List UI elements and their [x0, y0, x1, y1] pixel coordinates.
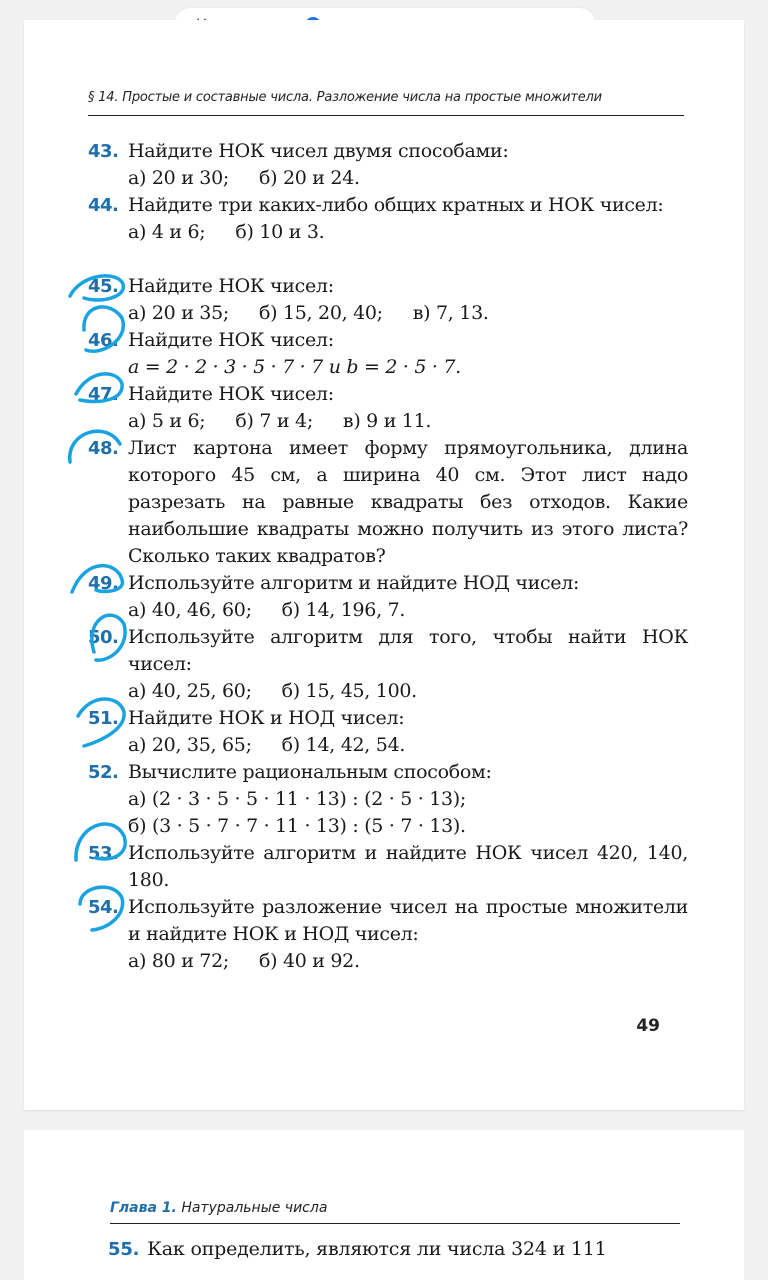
page-number: 49: [636, 1016, 660, 1036]
problem-55: [108, 1238, 607, 1260]
problem-text: Лист картона имеет форму прямоугольника, длина которого 45 см, а ширина 40 см. Этот лист надо разрезать на равные квадраты без отходов. Какие наибольшие квадраты можно получить из этого листа? Сколько таких квадратов?: [128, 437, 688, 567]
problem-54: [88, 894, 688, 975]
problem-number: 55.: [108, 1239, 140, 1260]
problem-part: б) 40 и 92.: [258, 950, 360, 972]
problem-number: 46.: [88, 330, 119, 351]
textbook-page-49: [24, 20, 744, 1110]
problem-part: а) 40, 46, 60;: [128, 599, 252, 621]
problem-part: а) (2 · 3 · 5 · 5 · 11 · 13) : (2 · 5 · 13);: [128, 788, 467, 810]
chapter-label: Глава 1.: [110, 1200, 177, 1216]
problem-48: [88, 435, 688, 570]
problem-53: [88, 840, 688, 894]
problem-number: 49.: [88, 573, 119, 594]
problem-part: в) 9 и 11.: [342, 410, 432, 432]
problem-number: 48.: [88, 438, 119, 459]
chapter-title: Натуральные числа: [181, 1200, 328, 1216]
problem-text: Найдите три каких-либо общих кратных и НОК чисел:: [128, 194, 664, 216]
problem-51: [88, 705, 688, 759]
problem-text: Используйте алгоритм и найдите НОД чисел:: [128, 572, 580, 594]
problem-part: б) 7 и 4;: [235, 410, 313, 432]
problem-47: [88, 381, 688, 435]
problem-number: 44.: [88, 195, 119, 216]
problem-part: б) 20 и 24.: [258, 167, 360, 189]
problem-52: [88, 759, 688, 840]
problem-part: а) 20, 35, 65;: [128, 734, 252, 756]
header-rule: [110, 1223, 680, 1224]
problem-49: [88, 570, 688, 624]
problem-text: Найдите НОК чисел:: [128, 275, 334, 297]
problem-part: б) (3 · 5 · 7 · 7 · 11 · 13) : (5 · 7 · 13).: [128, 815, 466, 837]
problem-part: а) 4 и 6;: [128, 221, 206, 243]
problem-text: Используйте алгоритм и найдите НОК чисел 420, 140, 180.: [128, 842, 688, 891]
problem-46: [88, 327, 688, 381]
problem-text: Вычислите рациональным способом:: [128, 761, 492, 783]
problem-number: 47.: [88, 384, 119, 405]
problem-43: [88, 138, 688, 192]
problem-number: 43.: [88, 141, 119, 162]
chapter-header: [110, 1200, 327, 1216]
problem-part: а) 40, 25, 60;: [128, 680, 252, 702]
problem-part: б) 14, 196, 7.: [281, 599, 406, 621]
problem-part: б) 15, 20, 40;: [258, 302, 383, 324]
problem-part: а) 20 и 35;: [128, 302, 229, 324]
header-rule: [88, 115, 684, 116]
problem-number: 52.: [88, 762, 119, 783]
problem-50: [88, 624, 688, 705]
problem-number: 51.: [88, 708, 119, 729]
problem-part: б) 15, 45, 100.: [281, 680, 417, 702]
problem-text: Используйте разложение чисел на простые множители и найдите НОК и НОД чисел:: [128, 896, 688, 945]
problem-45: [88, 273, 688, 327]
problem-number: 45.: [88, 276, 119, 297]
problem-part: a = 2 · 2 · 3 · 5 · 7 · 7 и b = 2 · 5 · 7.: [128, 356, 461, 378]
problem-text: Найдите НОК чисел:: [128, 383, 334, 405]
problem-text: Как определить, являются ли числа 324 и 111: [147, 1238, 607, 1260]
problem-part: а) 20 и 30;: [128, 167, 229, 189]
problem-text: Найдите НОК и НОД чисел:: [128, 707, 405, 729]
problem-number: 54.: [88, 897, 119, 918]
problem-part: а) 5 и 6;: [128, 410, 206, 432]
running-head: § 14. Простые и составные числа. Разложение числа на простые множители: [88, 90, 602, 105]
problem-part: б) 10 и 3.: [235, 221, 325, 243]
problem-text: Найдите НОК чисел двумя способами:: [128, 140, 509, 162]
problem-part: б) 14, 42, 54.: [281, 734, 406, 756]
problem-part: в) 7, 13.: [412, 302, 489, 324]
problem-number: 53.: [88, 843, 119, 864]
textbook-page-50: [24, 1130, 744, 1280]
problem-text: Найдите НОК чисел:: [128, 329, 334, 351]
problem-part: а) 80 и 72;: [128, 950, 229, 972]
problem-number: 50.: [88, 627, 119, 648]
problem-44: [88, 192, 688, 246]
problem-text: Используйте алгоритм для того, чтобы найти НОК чисел:: [128, 626, 688, 675]
